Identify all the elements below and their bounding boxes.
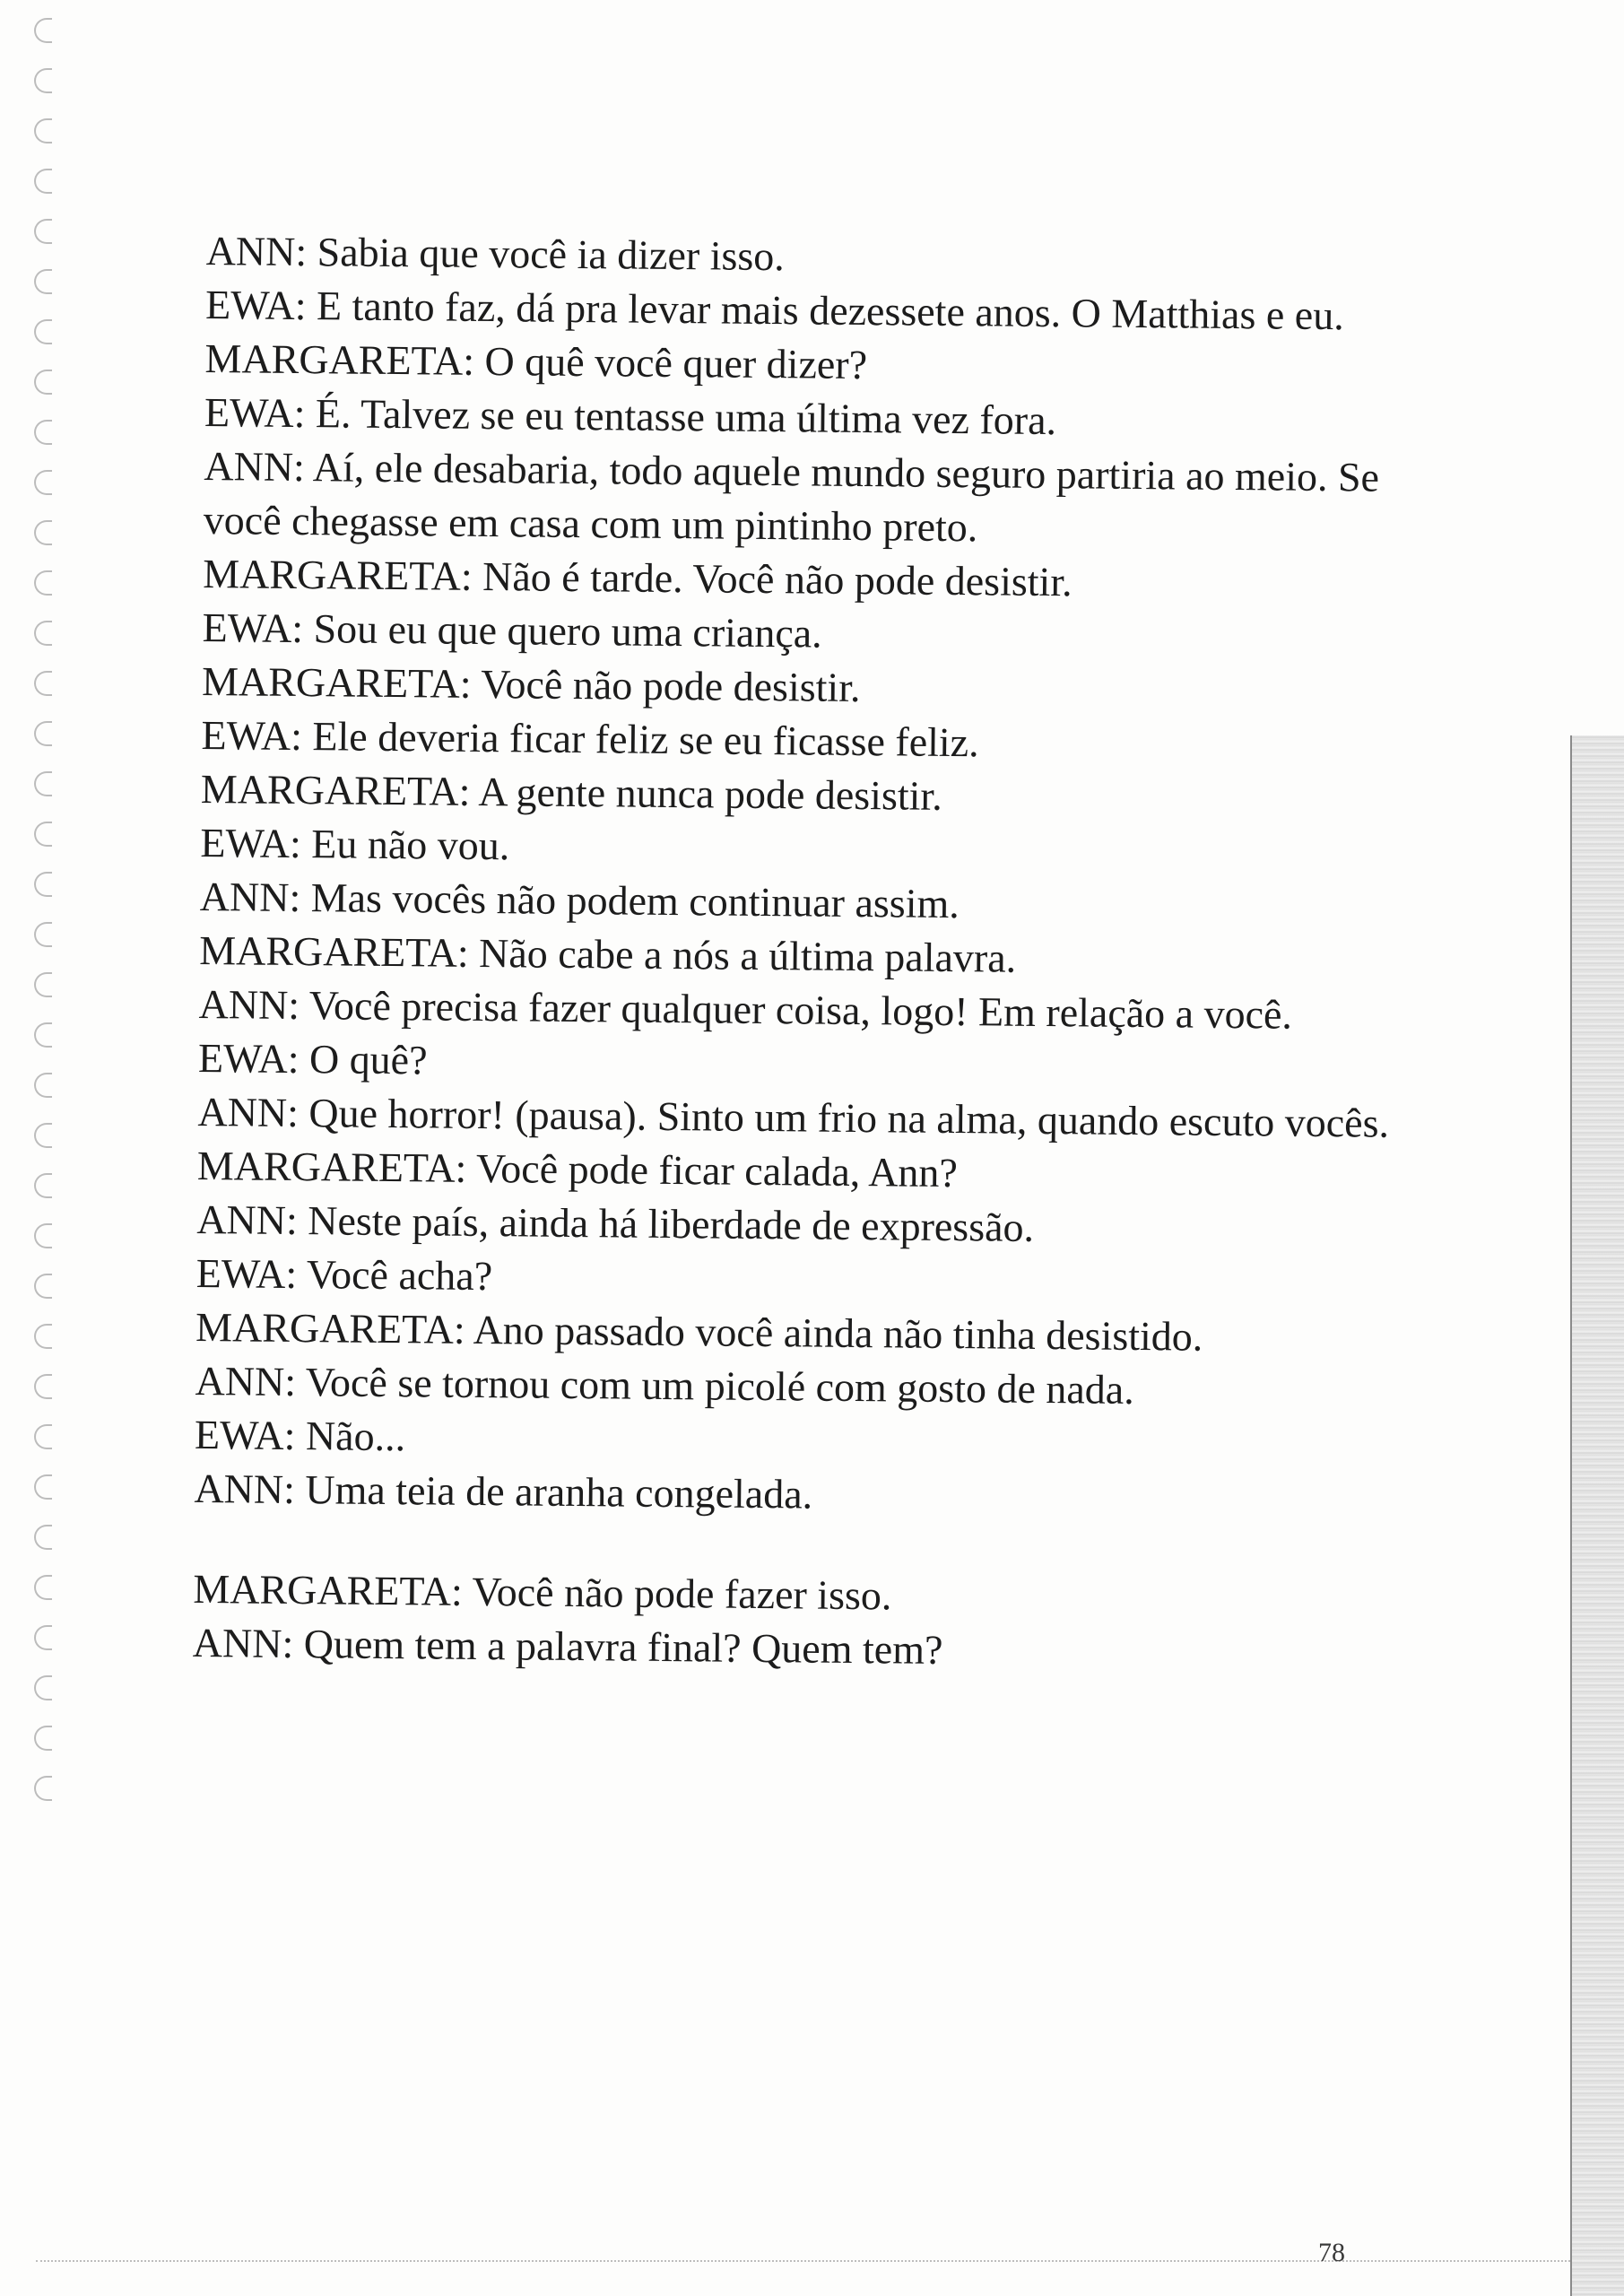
dialogue-line: EWA: E tanto faz, dá pra levar mais dezessete anos. O Matthias e eu.: [204, 281, 1344, 339]
dialogue-line: EWA: Ele deveria ficar feliz se eu ficasse feliz.: [201, 711, 979, 766]
speaker-name: ANN: [199, 873, 290, 920]
speaker-name: MARGARETA: [196, 1142, 456, 1191]
speaker-name: EWA: [197, 1034, 288, 1082]
speaker-name: EWA: [202, 604, 292, 651]
binder-hole-mark: [34, 68, 52, 93]
line-text: Sabia que você ia dizer isso.: [317, 229, 786, 280]
binder-hole-mark: [34, 1173, 52, 1198]
speaker-name: EWA: [201, 711, 291, 759]
speaker-name: MARGARETA: [193, 1565, 452, 1614]
binder-hole-mark: [34, 169, 52, 194]
dialogue-line: ANN: Quem tem a palavra final? Quem tem?: [192, 1619, 943, 1673]
speaker-name: MARGARETA: [198, 926, 458, 976]
line-text: O quê?: [308, 1036, 428, 1083]
binder-hole-mark: [34, 570, 52, 596]
speaker-name: ANN: [192, 1619, 282, 1666]
binder-hole-mark: [34, 671, 52, 696]
binder-hole-mark: [34, 872, 52, 897]
line-text: Sou eu que quero uma criança.: [313, 605, 822, 657]
binder-hole-mark: [34, 822, 52, 847]
line-text: Você acha?: [306, 1251, 493, 1300]
speaker-name: ANN: [205, 227, 296, 274]
binder-hole-mark: [34, 1776, 52, 1801]
line-text: Neste país, ainda há liberdade de expressão.: [308, 1197, 1035, 1250]
binder-hole-mark: [34, 1223, 52, 1248]
dialogue-list: [193, 224, 1462, 1682]
line-text: Uma teia de aranha congelada.: [305, 1466, 813, 1518]
line-text: Não cabe a nós a última palavra.: [478, 929, 1017, 981]
binder-hole-mark: [34, 972, 52, 997]
speaker-name: ANN: [194, 1465, 284, 1512]
page-number: 78: [1318, 2238, 1345, 2267]
speaker-name: MARGARETA: [200, 765, 459, 814]
speaker-name: ANN: [195, 1357, 285, 1405]
speaker-name: MARGARETA: [204, 335, 464, 384]
binder-hole-mark: [34, 319, 52, 344]
binder-hole-mark: [34, 1022, 52, 1048]
binder-hole-mark: [34, 1274, 52, 1299]
binder-hole-mark: [34, 1675, 52, 1700]
binder-hole-mark: [34, 621, 52, 646]
line-text: O quê você quer dizer?: [484, 337, 868, 388]
line-text: Você pode ficar calada, Ann?: [475, 1144, 959, 1196]
dialogue-line: MARGARETA: Ano passado você ainda não tinha desistido.: [195, 1303, 1203, 1360]
binder-hole-mark: [34, 1073, 52, 1098]
dialogue-line: ANN: Você precisa fazer qualquer coisa, logo! Em relação a você.: [198, 980, 1293, 1038]
dialogue-line: MARGARETA: Você não pode desistir.: [201, 657, 861, 711]
page-edge-line: [1570, 735, 1572, 2296]
dialogue-line: ANN: Mas vocês não podem continuar assim.: [199, 873, 960, 927]
dialogue-line: EWA: Não...: [194, 1411, 406, 1460]
speaker-name: ANN: [204, 442, 294, 490]
dialogue-line: EWA: O quê?: [197, 1034, 428, 1083]
binder-hole-mark: [34, 1424, 52, 1449]
binder-hole-mark: [34, 1575, 52, 1600]
speaker-name: EWA: [204, 388, 294, 436]
line-text: Você não pode desistir.: [480, 660, 861, 711]
binder-hole-mark: [34, 1726, 52, 1751]
dialogue-line: ANN: Aí, ele desabaria, todo aquele mundo seguro partiria ao meio. Se você chegasse em casa com um pintinho preto.: [203, 442, 1380, 551]
speaker-name: MARGARETA: [201, 657, 461, 707]
line-text: Não é tarde. Você não pode desistir.: [482, 552, 1073, 605]
dialogue-line: MARGARETA: Você não pode fazer isso.: [193, 1565, 892, 1619]
line-text: Você se tornou com um picolé com gosto de nada.: [305, 1359, 1134, 1413]
dialogue-line: ANN: Você se tornou com um picolé com gosto de nada.: [195, 1357, 1134, 1413]
dialogue-line: ANN: Que horror! (pausa). Sinto um frio na alma, quando escuto vocês.: [197, 1088, 1390, 1146]
line-text: É. Talvez se eu tentasse uma última vez fora.: [315, 390, 1057, 444]
dialogue-line: EWA: Sou eu que quero uma criança.: [202, 604, 822, 657]
line-text: Eu não vou.: [311, 821, 510, 869]
speaker-name: EWA: [194, 1411, 284, 1458]
binder-hole-mark: [34, 1625, 52, 1650]
binder-hole-mark: [34, 1525, 52, 1550]
binder-hole-mark: [34, 1374, 52, 1399]
line-text: Mas vocês não podem continuar assim.: [310, 874, 960, 927]
dialogue-line: MARGARETA: Você pode ficar calada, Ann?: [196, 1142, 959, 1196]
line-text: Aí, ele desabaria, todo aquele mundo seguro partiria ao meio. Se você chegasse em casa com um pintinho preto.: [203, 444, 1380, 551]
dialogue-line: MARGARETA: Não cabe a nós a última palavra.: [198, 926, 1017, 981]
binder-hole-mark: [34, 18, 52, 43]
line-text: A gente nunca pode desistir.: [478, 768, 942, 819]
line-text: Não...: [305, 1413, 406, 1460]
speaker-name: ANN: [198, 980, 289, 1028]
line-text: Ano passado você ainda não tinha desistido.: [473, 1306, 1203, 1360]
dialogue-line: MARGARETA: O quê você quer dizer?: [204, 335, 868, 388]
scan-edge-shadow: [1572, 735, 1624, 2296]
dialogue-line: EWA: É. Talvez se eu tentasse uma última vez fora.: [204, 388, 1057, 444]
speaker-name: MARGARETA: [195, 1303, 455, 1352]
binder-hole-mark: [34, 771, 52, 796]
dialogue-line: EWA: Eu não vou.: [200, 819, 510, 869]
binder-hole-mark: [34, 520, 52, 545]
dialogue-line: ANN: Uma teia de aranha congelada.: [194, 1465, 813, 1518]
dialogue-line: EWA: Você acha?: [195, 1249, 493, 1300]
line-text: Quem tem a palavra final? Quem tem?: [303, 1621, 943, 1673]
line-text: Que horror! (pausa). Sinto um frio na alma, quando escuto vocês.: [308, 1090, 1390, 1146]
dialogue-line: ANN: Neste país, ainda há liberdade de expressão.: [196, 1196, 1035, 1250]
binder-hole-mark: [34, 1324, 52, 1349]
line-text: Você precisa fazer qualquer coisa, logo! Em relação a você.: [308, 982, 1293, 1038]
line-text: Você não pode fazer isso.: [472, 1568, 892, 1619]
speaker-name: ANN: [196, 1196, 287, 1243]
dialogue-line: MARGARETA: A gente nunca pode desistir.: [200, 765, 942, 819]
line-text: Ele deveria ficar feliz se eu ficasse feliz.: [312, 713, 979, 766]
binder-hole-mark: [34, 269, 52, 294]
binder-hole-mark: [34, 1123, 52, 1148]
speaker-name: EWA: [204, 281, 296, 328]
speaker-name: ANN: [197, 1088, 288, 1135]
dialogue-line: ANN: Sabia que você ia dizer isso.: [205, 227, 786, 280]
binder-holes: [27, 18, 63, 1812]
binder-hole-mark: [34, 1474, 52, 1500]
binder-hole-mark: [34, 219, 52, 244]
speaker-name: EWA: [200, 819, 291, 866]
binder-hole-mark: [34, 118, 52, 144]
speaker-name: EWA: [195, 1249, 286, 1297]
binder-hole-mark: [34, 370, 52, 395]
binder-hole-mark: [34, 922, 52, 947]
speaker-name: MARGARETA: [203, 550, 462, 599]
binder-hole-mark: [34, 420, 52, 445]
line-text: E tanto faz, dá pra levar mais dezessete anos. O Matthias e eu.: [316, 283, 1344, 339]
binder-hole-mark: [34, 470, 52, 495]
binder-hole-mark: [34, 721, 52, 746]
dialogue-line: MARGARETA: Não é tarde. Você não pode desistir.: [203, 550, 1073, 605]
